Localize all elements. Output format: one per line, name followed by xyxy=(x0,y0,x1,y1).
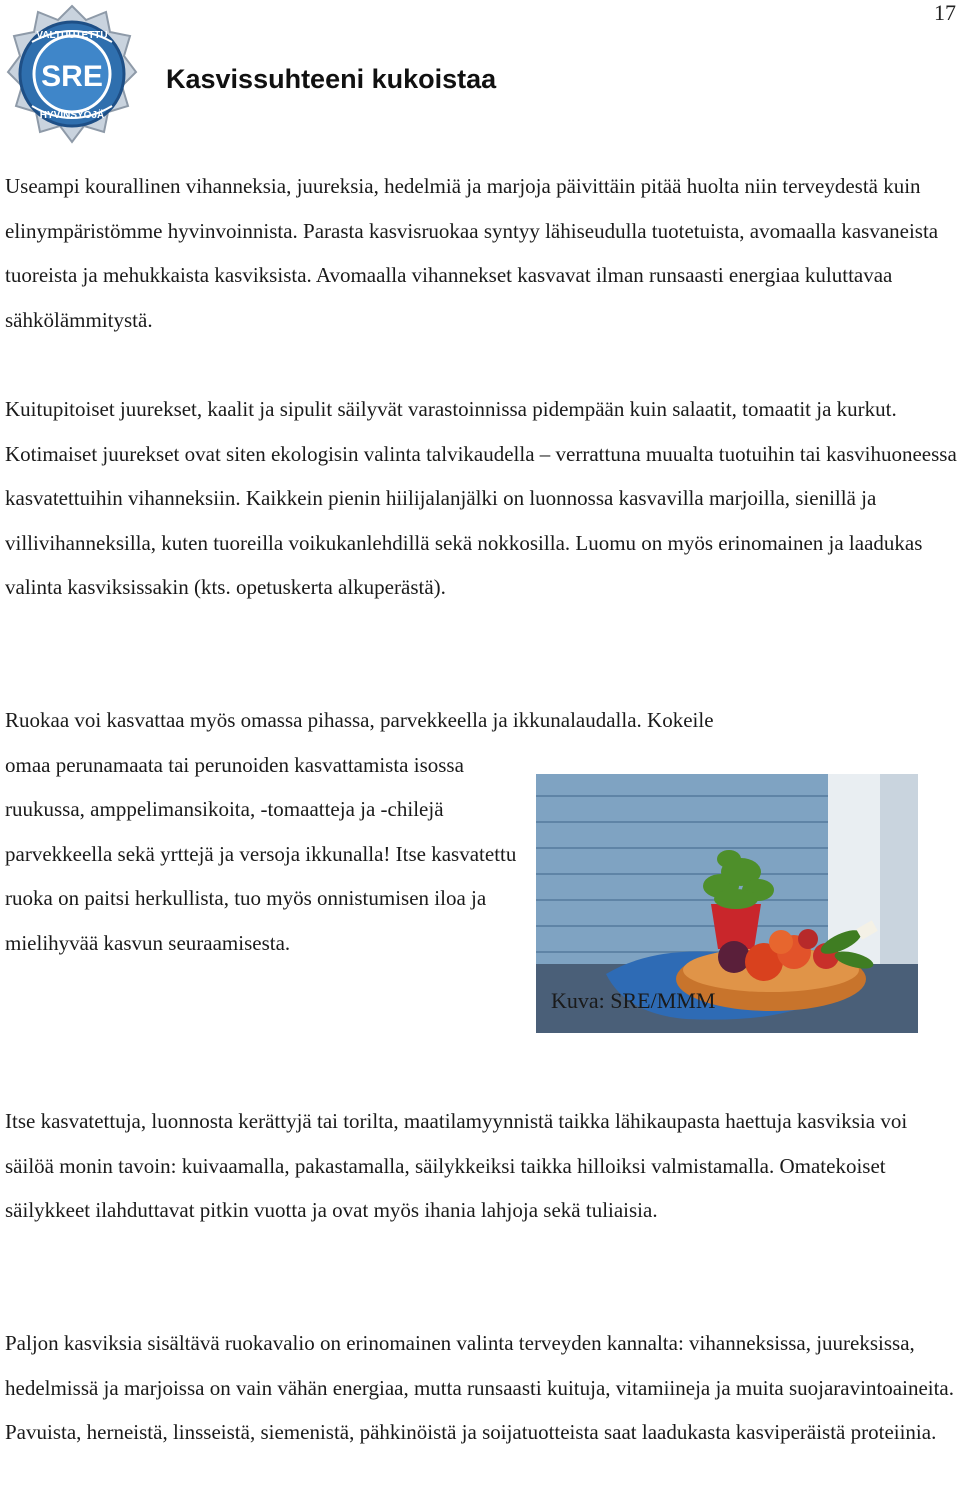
logo-center-text: SRE xyxy=(41,60,103,93)
paragraph-growing-rest: omaa perunamaata tai perunoiden kasvattamista isossa ruukussa, amppelimansikoita, -tomaatteja ja -chilejä parvekkeella sekä yrttejä ja versoja ikkunalla! Itse kasvatettu ruoka on paitsi herkullista, tuo myös onnistumisen iloa ja mielihyvää kasvun seuraamisesta. xyxy=(5,752,517,955)
paragraph-health: Paljon kasviksia sisältävä ruokavalio on erinomainen valinta terveyden kannalta: vihanneksissa, juureksissa, hedelmissä ja marjoissa on vain vähän energiaa, mutta runsaasti kuituja, vitamiineja ja muita suojaravintoaineita. Pavuista, herneistä, linsseistä, siemenistä, pähkinöistä ja soijatuotteista saat laadukasta kasviperäistä proteiinia. xyxy=(5,1331,954,1444)
paragraph-growing-line1: Ruokaa voi kasvattaa myös omassa pihassa, parvekkeella ja ikkunalaudalla. Kokeile xyxy=(5,708,714,732)
paragraph-intro: Useampi kourallinen vihanneksia, juureksia, hedelmiä ja marjoja päivittäin pitää huolta niin terveydestä kuin elinympäristömme hyvinvoinnista. Parasta kasvisruokaa syntyy lähiseudulla tuotetuista, avomaalla kasvaneista tuoreista ja mehukkaista kasviksista. Avomaalla vihannekset kasvavat ilman runsaasti energiaa kuluttavaa sähkölämmitystä. xyxy=(5,174,939,332)
paragraph-preserving: Itse kasvatettuja, luonnosta kerättyjä tai torilta, maatilamyynnistä taikka lähikaupasta haettuja kasviksia voi säilöä monin tavoin: kuivaamalla, pakastamalla, säilykkeiksi taikka hilloiksi valmistamalla. Omatekoiset säilykkeet ilahduttavat pitkin vuotta ja ovat myös ihania lahjoja sekä tuliaisia. xyxy=(5,1109,908,1222)
logo-top-text: VALTUUTETTU xyxy=(36,30,108,41)
logo-bottom-text: HYVINSYÖJÄ xyxy=(39,110,105,121)
paragraph-storage: Kuitupitoiset juurekset, kaalit ja sipulit säilyvät varastoinnissa pidempään kuin salaatit, tomaatit ja kurkut. Kotimaiset juurekset ovat siten ekologisin valinta talvikaudella – verrattuna muualta tuotuihin tai kasvihuoneessa kasvatettuihin vihanneksiin. Kaikkein pienin hiilijalanjälki on luonnossa kasvavilla marjoilla, sienillä ja villivihanneksilla, kuten tuoreilla voikukanlehdillä sekä nokkosilla. Luomu on myös erinomainen ja laadukas valinta kasviksissakin (kts. opetuskerta alkuperästä). xyxy=(5,397,957,599)
sre-logo-icon xyxy=(6,2,138,152)
page-number: 17 xyxy=(934,0,956,25)
photo-caption: Kuva: SRE/MMM xyxy=(551,988,716,1013)
page-title: Kasvissuhteeni kukoistaa xyxy=(166,64,497,94)
